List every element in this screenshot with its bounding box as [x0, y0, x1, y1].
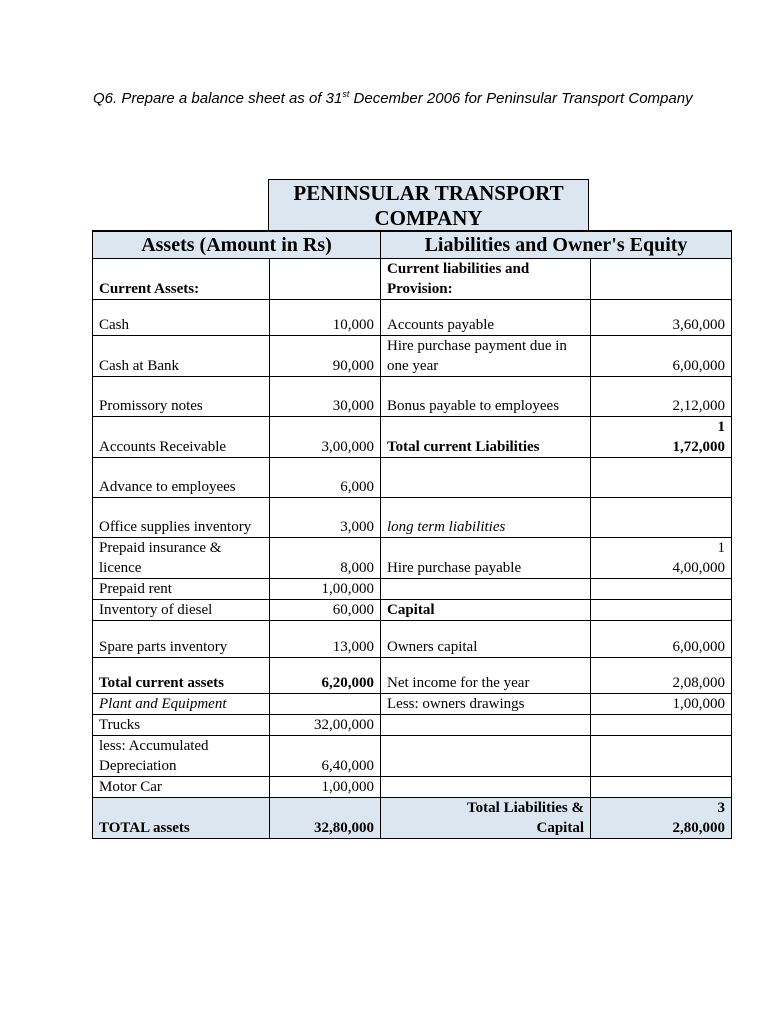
liability-label — [381, 735, 591, 776]
table-row — [93, 599, 732, 620]
liability-label — [381, 457, 591, 497]
liability-label: Less: owners drawings — [381, 693, 591, 714]
liability-label: Hire purchase payment due in one year — [381, 335, 591, 376]
liability-label: Current liabilities and Provision: — [381, 258, 591, 299]
asset-amount: 8,000 — [270, 537, 381, 578]
asset-amount: 3,00,000 — [270, 416, 381, 457]
header-row — [93, 231, 732, 258]
liability-amount: 6,00,000 — [591, 620, 732, 657]
asset-label: Office supplies inventory — [93, 497, 270, 537]
asset-label: Total current assets — [93, 657, 270, 693]
asset-label: Inventory of diesel — [93, 599, 270, 620]
liability-amount — [591, 714, 732, 735]
asset-label: Current Assets: — [93, 258, 270, 299]
question-prefix: Q6. Prepare a balance sheet as of 31 — [93, 90, 343, 107]
liability-label — [381, 578, 591, 599]
table-row — [93, 735, 732, 776]
asset-label: Prepaid rent — [93, 578, 270, 599]
liabilities-header: Liabilities and Owner's Equity — [381, 231, 732, 258]
asset-label: Trucks — [93, 714, 270, 735]
liability-amount — [591, 599, 732, 620]
liability-label: Owners capital — [381, 620, 591, 657]
liability-label: Net income for the year — [381, 657, 591, 693]
table-row — [93, 299, 732, 335]
asset-amount: 60,000 — [270, 599, 381, 620]
liability-amount: 2,12,000 — [591, 376, 732, 416]
table-row — [93, 497, 732, 537]
liability-amount — [591, 258, 732, 299]
table-row — [93, 537, 732, 578]
liability-amount: 1 4,00,000 — [591, 537, 732, 578]
asset-amount: 6,000 — [270, 457, 381, 497]
liability-label: Total current Liabilities — [381, 416, 591, 457]
asset-amount: 1,00,000 — [270, 776, 381, 797]
asset-amount: 10,000 — [270, 299, 381, 335]
table-row — [93, 693, 732, 714]
question-text — [93, 87, 713, 111]
total-liabilities-label: Total Liabilities & Capital — [381, 797, 591, 838]
liability-label: Capital — [381, 599, 591, 620]
asset-amount: 1,00,000 — [270, 578, 381, 599]
asset-label: Motor Car — [93, 776, 270, 797]
total-liabilities-amount: 3 2,80,000 — [591, 797, 732, 838]
liability-label — [381, 776, 591, 797]
asset-amount: 32,00,000 — [270, 714, 381, 735]
liability-amount: 1 1,72,000 — [591, 416, 732, 457]
asset-amount — [270, 258, 381, 299]
asset-label: Accounts Receivable — [93, 416, 270, 457]
asset-amount: 3,000 — [270, 497, 381, 537]
table-row — [93, 335, 732, 376]
liability-label: long term liabilities — [381, 497, 591, 537]
liability-amount — [591, 457, 732, 497]
asset-label: Plant and Equipment — [93, 693, 270, 714]
asset-label: Prepaid insurance & licence — [93, 537, 270, 578]
liability-label — [381, 714, 591, 735]
asset-amount: 30,000 — [270, 376, 381, 416]
table-row — [93, 416, 732, 457]
asset-amount: 6,40,000 — [270, 735, 381, 776]
balance-sheet-table — [92, 230, 732, 839]
liability-amount — [591, 578, 732, 599]
asset-amount — [270, 693, 381, 714]
table-row — [93, 714, 732, 735]
table-row — [93, 578, 732, 599]
table-row — [93, 657, 732, 693]
total-row — [93, 797, 732, 838]
liability-label: Accounts payable — [381, 299, 591, 335]
asset-label: Advance to employees — [93, 457, 270, 497]
table-row — [93, 776, 732, 797]
asset-amount: 6,20,000 — [270, 657, 381, 693]
liability-amount — [591, 735, 732, 776]
table-row — [93, 620, 732, 657]
liability-amount: 1,00,000 — [591, 693, 732, 714]
liability-amount — [591, 497, 732, 537]
liability-label: Bonus payable to employees — [381, 376, 591, 416]
asset-amount: 90,000 — [270, 335, 381, 376]
table-row — [93, 376, 732, 416]
liability-amount — [591, 776, 732, 797]
asset-label: Cash at Bank — [93, 335, 270, 376]
liability-amount: 2,08,000 — [591, 657, 732, 693]
liability-amount: 6,00,000 — [591, 335, 732, 376]
question-superscript: st — [342, 89, 350, 99]
total-assets-amount: 32,80,000 — [270, 797, 381, 838]
company-title: PENINSULAR TRANSPORT COMPANY — [268, 179, 589, 230]
asset-label: Spare parts inventory — [93, 620, 270, 657]
asset-amount: 13,000 — [270, 620, 381, 657]
table-row — [93, 457, 732, 497]
asset-label: Promissory notes — [93, 376, 270, 416]
assets-header: Assets (Amount in Rs) — [93, 231, 381, 258]
liability-label: Hire purchase payable — [381, 537, 591, 578]
liability-amount: 3,60,000 — [591, 299, 732, 335]
asset-label: less: Accumulated Depreciation — [93, 735, 270, 776]
table-row — [93, 258, 732, 299]
question-suffix: December 2006 for Peninsular Transport Company — [349, 90, 693, 107]
total-assets-label: TOTAL assets — [93, 797, 270, 838]
asset-label: Cash — [93, 299, 270, 335]
